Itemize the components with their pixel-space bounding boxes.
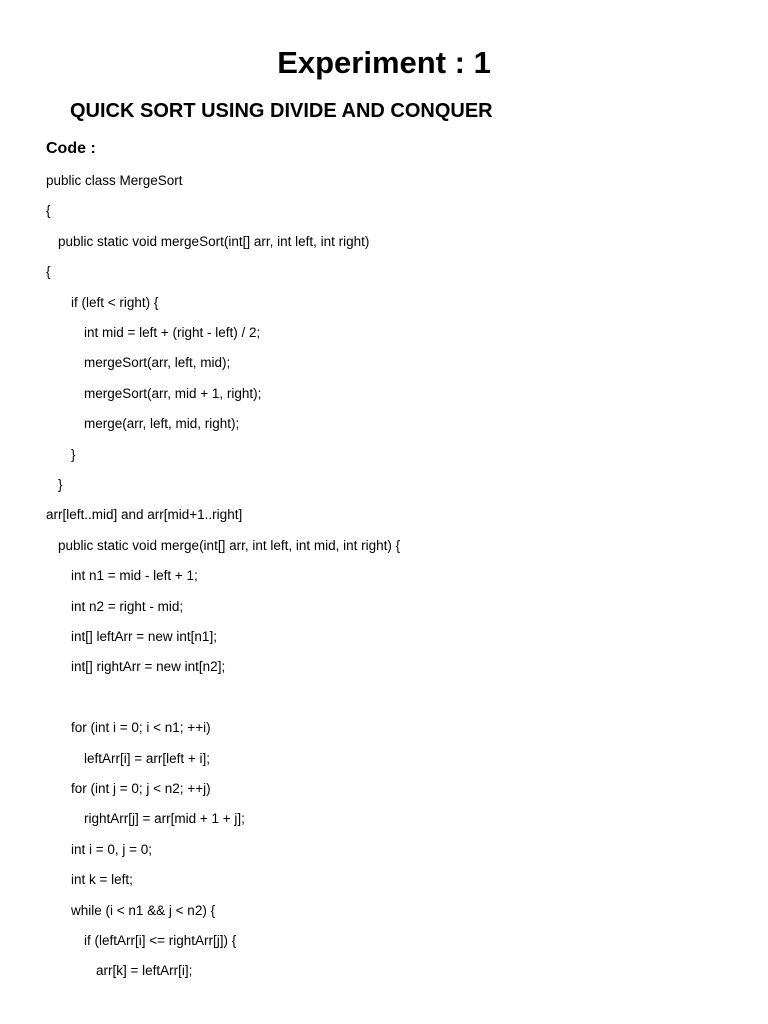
code-line: int[] leftArr = new int[n1]; bbox=[71, 629, 217, 644]
code-line: public static void mergeSort(int[] arr, int left, int right) bbox=[58, 233, 370, 249]
code-line: { bbox=[46, 264, 51, 280]
code-line: int n2 = right - mid; bbox=[71, 598, 184, 614]
code-line: } bbox=[58, 477, 63, 492]
page-subtitle: QUICK SORT USING DIVIDE AND CONQUER bbox=[70, 100, 493, 122]
code-line: int i = 0, j = 0; bbox=[71, 841, 153, 857]
code-line: if (leftArr[i] <= rightArr[j]) { bbox=[84, 933, 237, 948]
code-line: public static void merge(int[] arr, int left, int mid, int right) { bbox=[58, 537, 401, 553]
code-line: merge(arr, left, mid, right); bbox=[84, 416, 240, 432]
code-line: if (left < right) { bbox=[71, 294, 159, 310]
code-line: arr[left..mid] and arr[mid+1..right] bbox=[46, 507, 243, 523]
code-line: int k = left; bbox=[71, 872, 133, 888]
page-title: Experiment : 1 bbox=[277, 45, 491, 80]
code-line: public class MergeSort bbox=[46, 173, 183, 188]
code-line: rightArr[j] = arr[mid + 1 + j]; bbox=[84, 811, 245, 827]
code-line: int mid = left + (right - left) / 2; bbox=[84, 325, 261, 340]
code-line: { bbox=[46, 203, 51, 219]
code-line: mergeSort(arr, mid + 1, right); bbox=[84, 385, 262, 401]
code-line: while (i < n1 && j < n2) { bbox=[71, 902, 216, 918]
code-line: mergeSort(arr, left, mid); bbox=[84, 355, 231, 371]
code-line: int[] rightArr = new int[n2]; bbox=[71, 659, 226, 675]
code-line: } bbox=[71, 446, 76, 462]
code-line: arr[k] = leftArr[i]; bbox=[96, 963, 193, 979]
code-label: Code : bbox=[46, 140, 96, 157]
code-line: leftArr[i] = arr[left + i]; bbox=[84, 750, 211, 766]
code-line: int n1 = mid - left + 1; bbox=[71, 568, 198, 584]
code-line: for (int i = 0; i < n1; ++i) bbox=[71, 720, 211, 736]
code-line: for (int j = 0; j < n2; ++j) bbox=[71, 781, 211, 796]
